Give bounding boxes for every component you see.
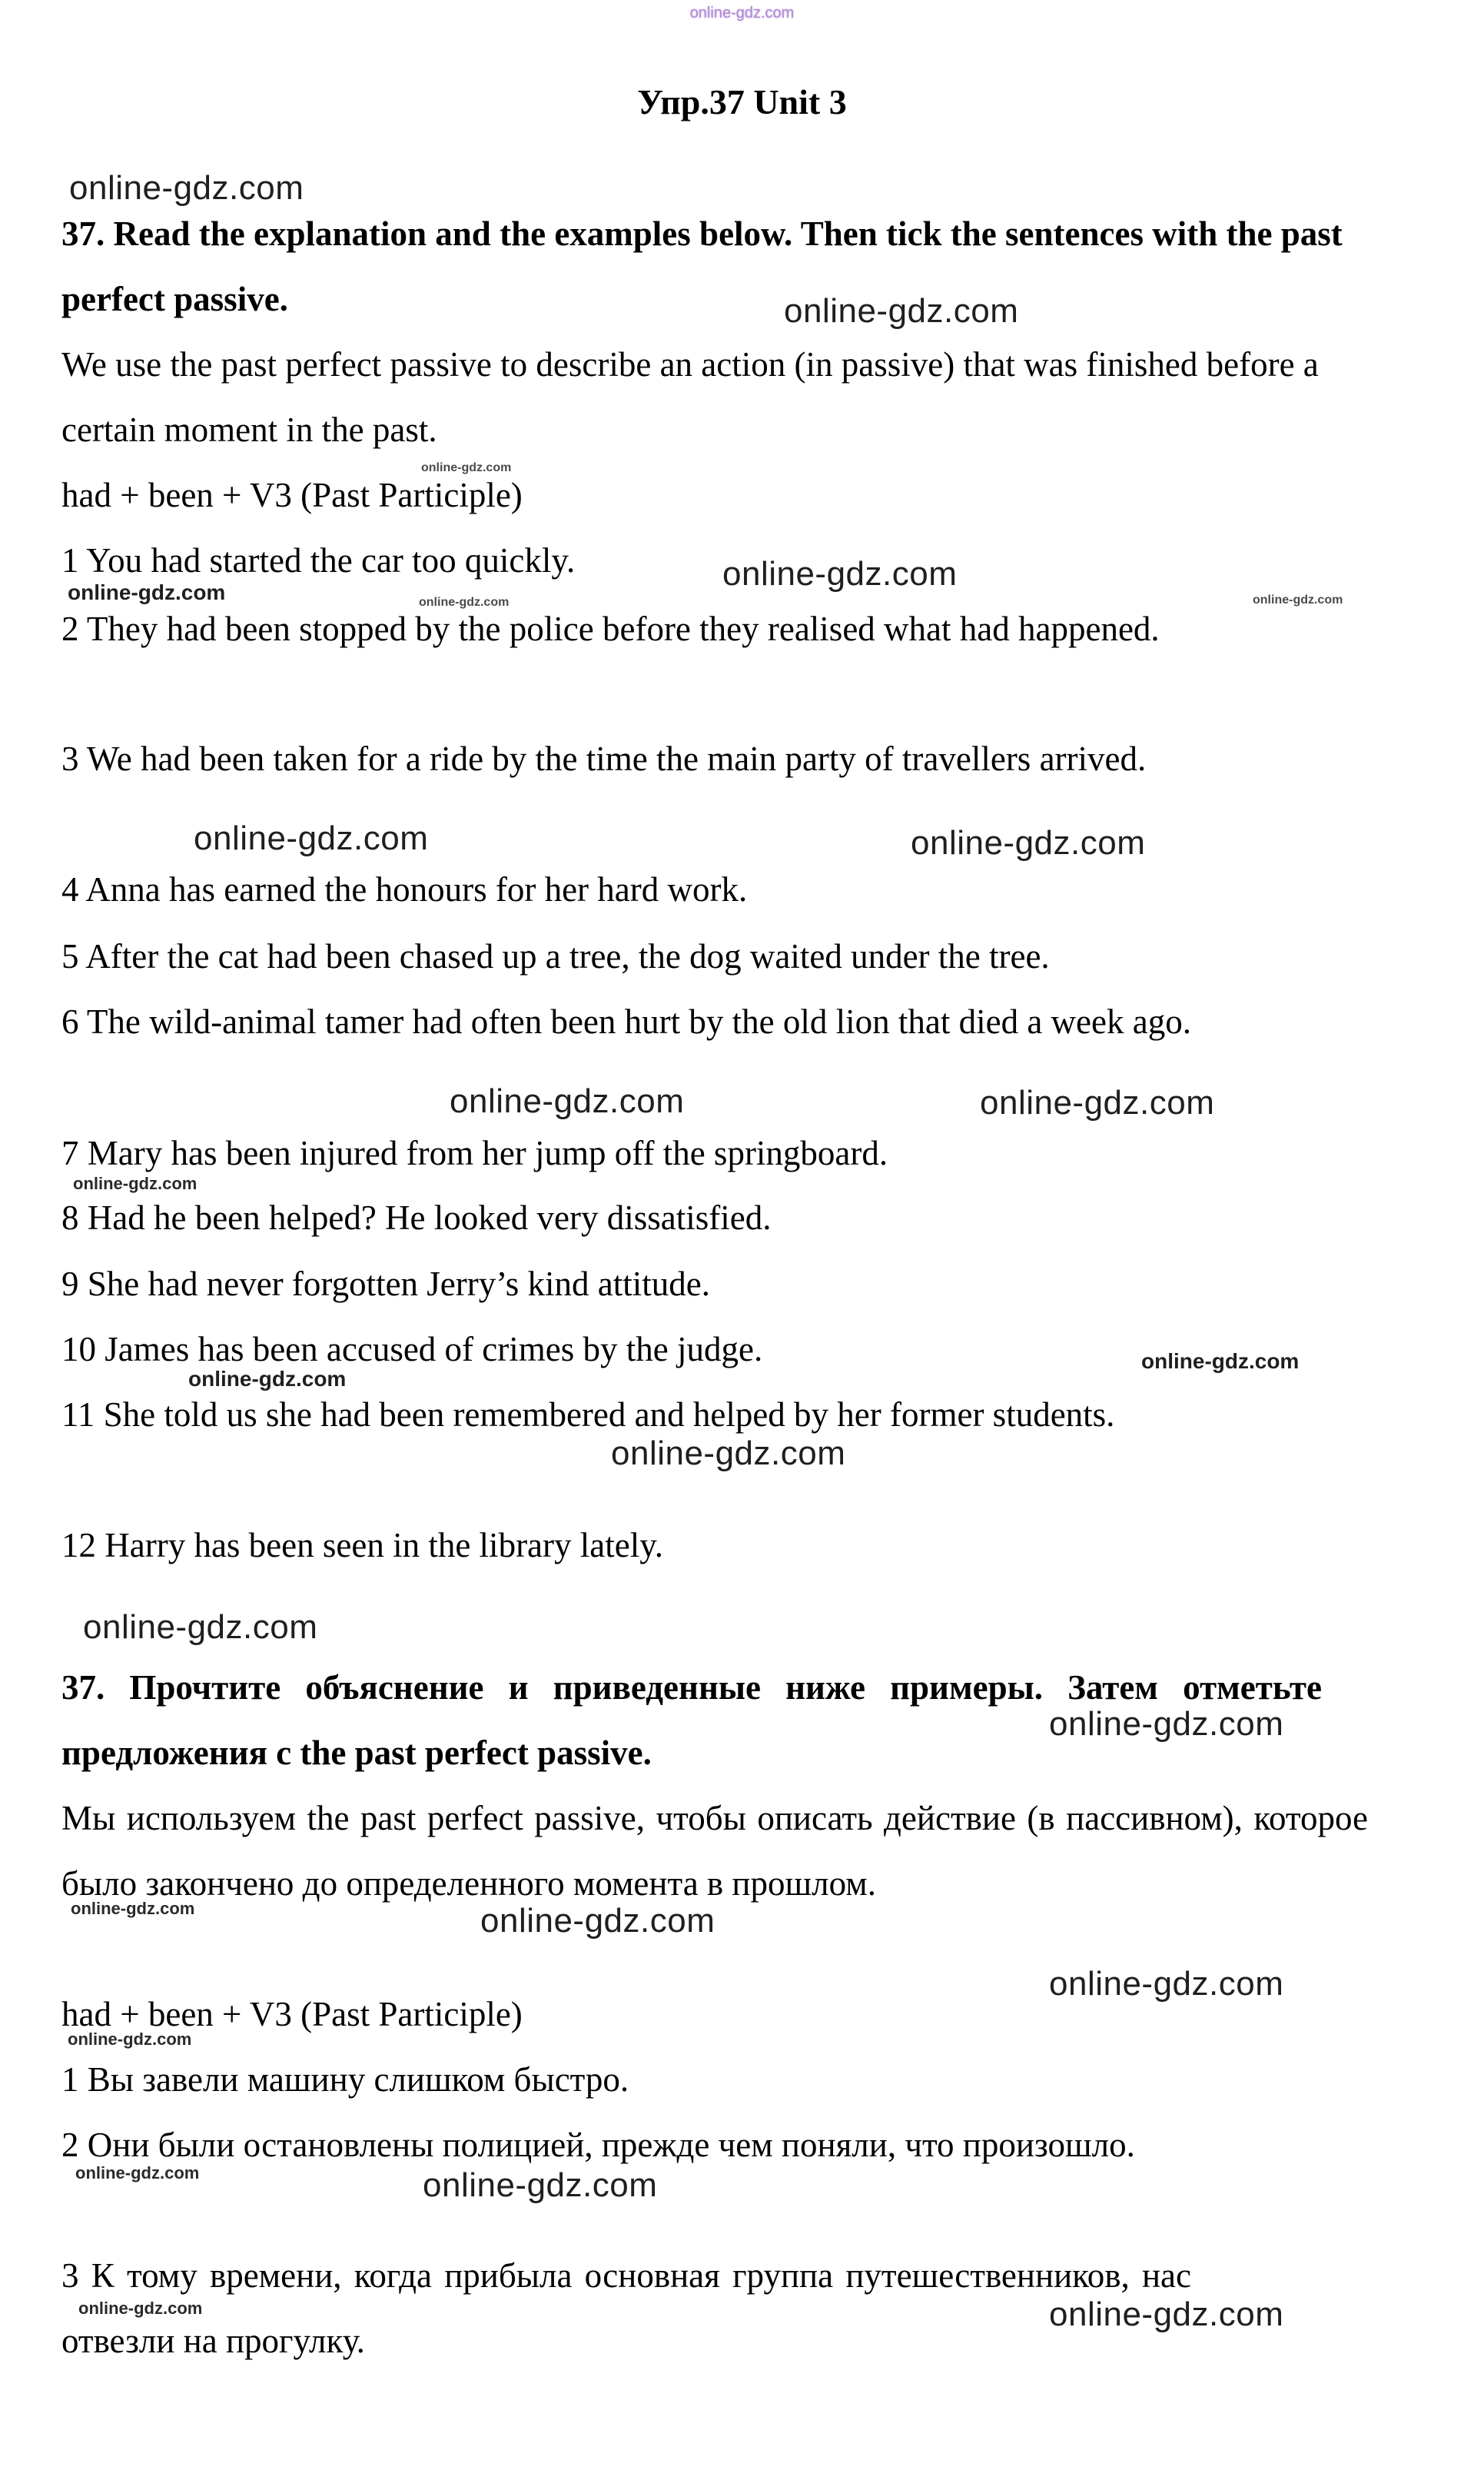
en-sentence-7: 7 Mary has been injured from her jump off the springboard. (61, 1134, 888, 1172)
watermark-text: online-gdz.com (480, 1902, 715, 1940)
watermark-text: online-gdz.com (1049, 2295, 1284, 2333)
ru-heading: 37. Прочтите объяснение и приведенные ниже примеры. Затем отметьте предложения с the past perfect passive. (61, 1668, 1322, 1772)
watermark-text: online-gdz.com (421, 461, 512, 474)
watermark-text: online-gdz.com (69, 169, 304, 207)
en-sentence-2: 2 They had been stopped by the police before they realised what had happened. (61, 610, 1160, 648)
watermark-text: online-gdz.com (73, 1174, 198, 1193)
en-sentence-1: 1 You had started the car too quickly. (61, 541, 576, 580)
watermark-text: online-gdz.com (1049, 1965, 1284, 2003)
watermark-text: online-gdz.com (68, 2030, 192, 2049)
watermark-text: online-gdz.com (419, 596, 510, 609)
watermark-text: online-gdz.com (689, 5, 795, 22)
ru-sentence-3: 3 К тому времени, когда прибыла основная группа путешественников, нас отвезли на прогулку. (61, 2256, 1191, 2360)
watermark-text: online-gdz.com (194, 819, 429, 857)
watermark-text: online-gdz.com (722, 555, 958, 593)
en-sentence-11: 11 She told us she had been remembered and helped by her former students. (61, 1395, 1115, 1434)
watermark-text: online-gdz.com (611, 1434, 846, 1472)
watermark-text: online-gdz.com (71, 1899, 195, 1918)
en-sentence-6: 6 The wild-animal tamer had often been hurt by the old lion that died a week ago. (61, 1002, 1191, 1041)
en-sentence-10: 10 James has been accused of crimes by the judge. (61, 1330, 763, 1368)
en-sentence-3: 3 We had been taken for a ride by the time the main party of travellers arrived. (61, 740, 1147, 778)
en-sentence-5: 5 After the cat had been chased up a tree, the dog waited under the tree. (61, 937, 1050, 976)
page-title: Упр.37 Unit 3 (637, 82, 847, 121)
watermark-text: online-gdz.com (911, 824, 1146, 862)
watermark-text: online-gdz.com (1141, 1349, 1300, 1373)
en-sentence-8: 8 Had he been helped? He looked very dissatisfied. (61, 1198, 772, 1237)
ru-sentence-1: 1 Вы завели машину слишком быстро. (61, 2060, 629, 2099)
en-sentence-9: 9 She had never forgotten Jerry’s kind attitude. (61, 1265, 710, 1303)
ru-formula: had + been + V3 (Past Participle) (61, 1995, 523, 2033)
watermark-text: online-gdz.com (980, 1084, 1215, 1122)
en-sentence-4: 4 Anna has earned the honours for her hard work. (61, 870, 748, 909)
en-explanation: We use the past perfect passive to describe an action (in passive) that was finished before a certain moment in the past. (61, 345, 1319, 449)
watermark-text: online-gdz.com (423, 2166, 658, 2204)
en-sentence-12: 12 Harry has been seen in the library lately. (61, 1526, 664, 1564)
watermark-text: online-gdz.com (1049, 1705, 1284, 1743)
watermark-text: online-gdz.com (75, 2163, 200, 2182)
en-heading: 37. Read the explanation and the examples below. Then tick the sentences with the past perfect passive. (61, 214, 1343, 318)
watermark-text: online-gdz.com (784, 292, 1019, 330)
watermark-text: online-gdz.com (78, 2299, 203, 2318)
en-formula: had + been + V3 (Past Participle) (61, 476, 523, 514)
watermark-text: online-gdz.com (83, 1608, 318, 1646)
ru-sentence-2: 2 Они были остановлены полицией, прежде чем поняли, что произошло. (61, 2126, 1135, 2164)
watermark-text: online-gdz.com (68, 580, 226, 604)
watermark-text: online-gdz.com (188, 1367, 347, 1391)
watermark-text: online-gdz.com (1253, 593, 1343, 607)
watermark-text: online-gdz.com (450, 1082, 685, 1120)
ru-explanation: Мы используем the past perfect passive, чтобы описать действие (в пассивном), которое было закончено до определенного момента в прошлом. (61, 1799, 1368, 1903)
